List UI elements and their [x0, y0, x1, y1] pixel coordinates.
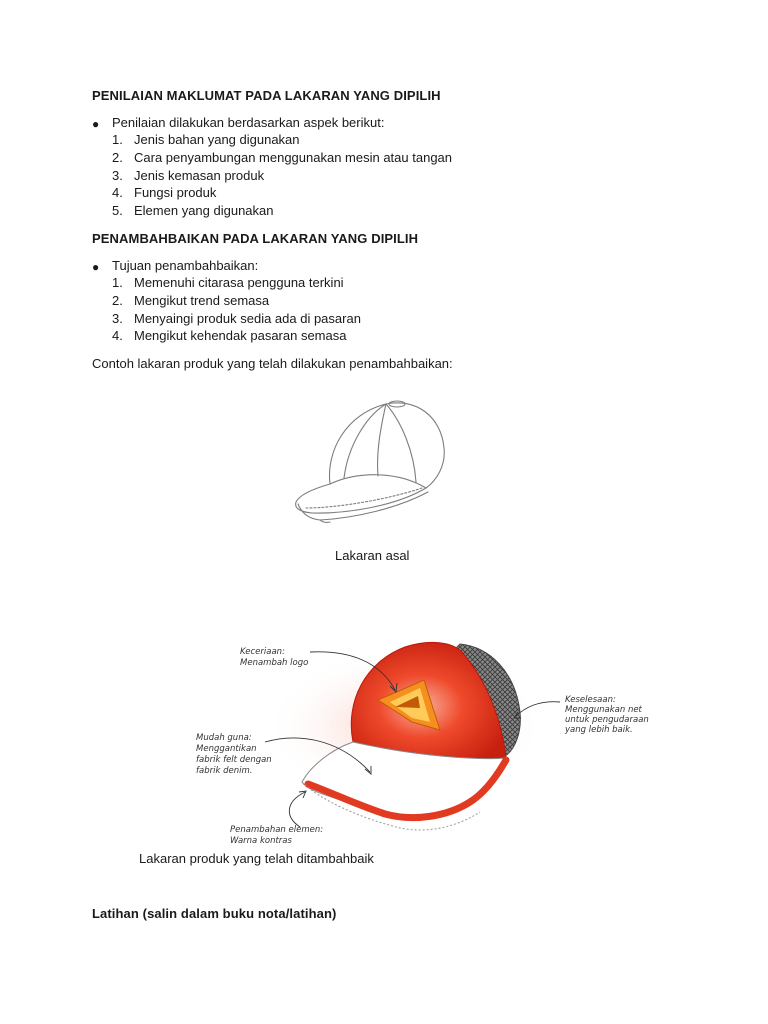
list-item: 4. Mengikut kehendak pasaran semasa [112, 328, 347, 344]
svg-text:Mudah guna:: Mudah guna: [196, 733, 252, 743]
section2-list [112, 274, 361, 345]
exercise-heading: Latihan (salin dalam buku nota/latihan) [92, 906, 337, 921]
svg-text:fabrik denim.: fabrik denim. [196, 766, 253, 776]
improved-cap-illustration [190, 632, 649, 850]
section2-bullet-text: Tujuan penambahbaikan: [112, 258, 259, 273]
list-item: 1. Jenis bahan yang digunakan [112, 132, 300, 147]
svg-text:Penambahan elemen:: Penambahan elemen: [230, 825, 324, 835]
figure1-caption: Lakaran asal [335, 548, 410, 563]
svg-text:yang lebih baik.: yang lebih baik. [565, 725, 633, 735]
bullet-dot-icon: ● [92, 117, 100, 131]
section2-heading: PENAMBAHBAIKAN PADA LAKARAN YANG DIPILIH [92, 231, 419, 246]
list-item: 2. Cara penyambungan menggunakan mesin atau tangan [112, 149, 453, 165]
list-item: 2. Mengikut trend semasa [112, 292, 270, 308]
svg-text:Menggunakan net: Menggunakan net [565, 705, 642, 715]
list-item: 3. Jenis kemasan produk [112, 167, 265, 183]
annotation-penambahan [230, 791, 323, 846]
svg-text:fabrik felt dengan: fabrik felt dengan [196, 755, 272, 765]
svg-text:Warna kontras: Warna kontras [230, 836, 292, 846]
list-item: 3. Menyaingi produk sedia ada di pasaran [112, 310, 361, 326]
section1-heading: PENILAIAN MAKLUMAT PADA LAKARAN YANG DIPILIH [92, 88, 441, 103]
section1-list [112, 131, 452, 220]
list-item: 5. Elemen yang digunakan [112, 203, 274, 219]
list-item: 1. Memenuhi citarasa pengguna terkini [112, 275, 344, 290]
svg-text:Menambah logo: Menambah logo [240, 658, 309, 668]
svg-text:untuk pengudaraan: untuk pengudaraan [565, 715, 649, 725]
svg-text:Keselesaan:: Keselesaan: [565, 695, 616, 705]
section1-bullet-text: Penilaian dilakukan berdasarkan aspek berikut: [112, 115, 385, 130]
svg-text:Menggantikan: Menggantikan [196, 744, 257, 754]
original-cap-sketch [286, 396, 456, 534]
bullet-dot-icon: ● [92, 260, 100, 274]
svg-text:Keceriaan:: Keceriaan: [240, 647, 285, 657]
figure2-caption: Lakaran produk yang telah ditambahbaik [139, 851, 374, 866]
list-item: 4. Fungsi produk [112, 185, 217, 201]
example-intro: Contoh lakaran produk yang telah dilakukan penambahbaikan: [92, 356, 453, 371]
